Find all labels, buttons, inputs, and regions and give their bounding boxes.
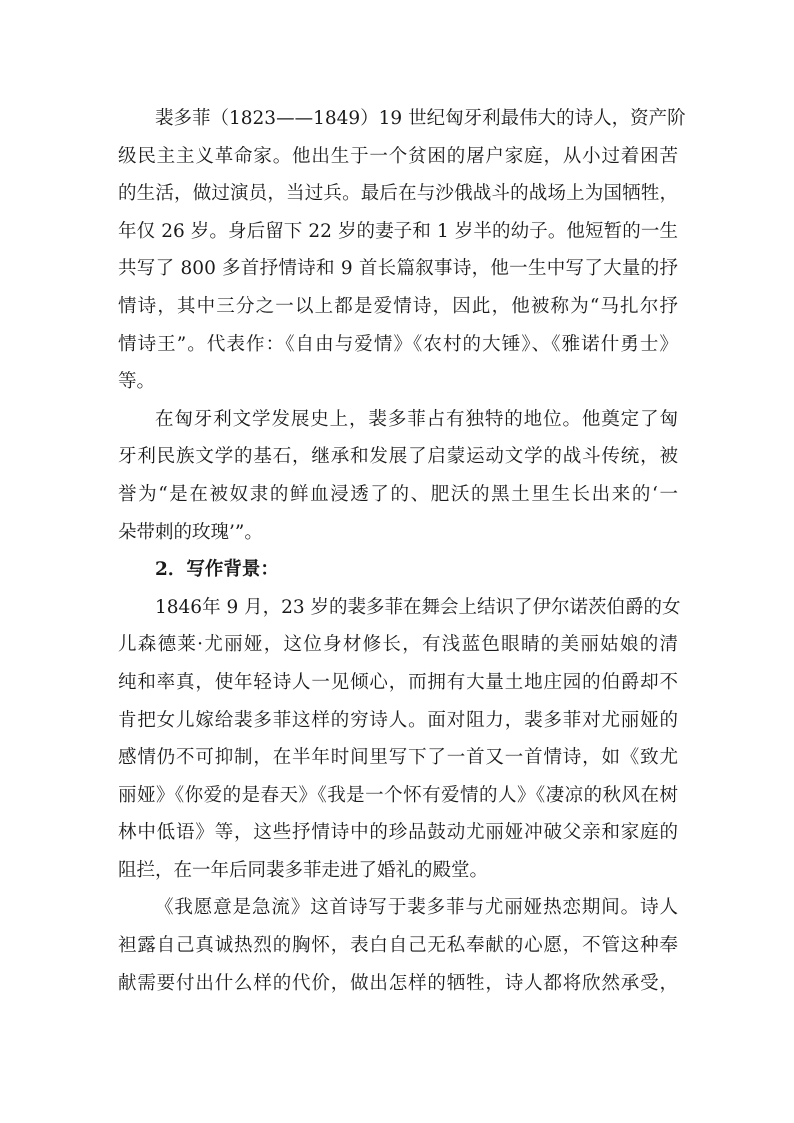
status-line-2: 牙利民族文学的基石，继承和发展了启蒙运动文学的战斗传统，被: [118, 446, 678, 468]
intro-line-1: 裴多菲（1823——1849）19 世纪匈牙利最伟大的诗人，资产阶: [155, 108, 686, 129]
poem-line-3: 献需要付出什么样的代价，做出怎样的牺牲，诗人都将欣然承受，: [118, 972, 678, 994]
poem-line-1: 《我愿意是急流》这首诗写于裴多菲与尤丽娅热恋期间。诗人: [155, 897, 678, 919]
background-line-2: 儿森德莱·尤丽娅，这位身材修长，有浅蓝色眼睛的美丽姑娘的清: [118, 634, 678, 656]
intro-line-4: 年仅 26 岁。身后留下 22 岁的妻子和 1 岁半的幼子。他短暂的一生: [118, 220, 678, 242]
poem-line-2: 袒露自己真诚热烈的胸怀，表白自己无私奉献的心愿，不管这种奉: [118, 935, 678, 957]
background-line-3: 纯和率真，使年轻诗人一见倾心，而拥有大量土地庄园的伯爵却不: [118, 671, 678, 693]
background-line-4: 肯把女儿嫁给裴多菲这样的穷诗人。面对阻力，裴多菲对尤丽娅的: [118, 709, 678, 731]
status-line-4: 朵带刺的玫瑰’”。: [118, 521, 263, 543]
background-line-7: 林中低语》等，这些抒情诗中的珍品鼓动尤丽娅冲破父亲和家庭的: [118, 822, 678, 844]
status-line-1: 在匈牙利文学发展史上，裴多菲占有独特的地位。他奠定了匈: [155, 408, 678, 430]
background-line-6: 丽娅》《你爱的是春天》《我是一个怀有爱情的人》《凄凉的秋风在树: [118, 784, 678, 806]
status-line-3: 誉为“是在被奴隶的鲜血浸透了的、肥沃的黑土里生长出来的‘一: [118, 483, 678, 505]
background-line-5: 感情仍不可抑制，在半年时间里写下了一首又一首情诗，如《致尤: [118, 747, 678, 769]
body-text: [118, 100, 686, 1002]
background-line-8: 阻拦，在一年后同裴多菲走进了婚礼的殿堂。: [118, 859, 489, 881]
section-heading: 2．写作背景：: [155, 559, 279, 581]
intro-line-2: 级民主主义革命家。他出生于一个贫困的屠户家庭，从小过着困苦: [118, 145, 678, 167]
intro-line-8: 等。: [118, 371, 156, 393]
intro-line-5: 共写了 800 多首抒情诗和 9 首长篇叙事诗，他一生中写了大量的抒: [118, 258, 678, 280]
background-line-1: 1846年 9 月，23 岁的裴多菲在舞会上结识了伊尔诺茨伯爵的女: [155, 596, 681, 618]
intro-line-7: 情诗王”。代表作：《自由与爱情》《农村的大锤》、《雅诺什勇士》: [118, 333, 678, 355]
intro-line-3: 的生活，做过演员，当过兵。最后在与沙俄战斗的战场上为国牺牲，: [118, 183, 678, 205]
intro-line-6: 情诗，其中三分之一以上都是爱情诗，因此，他被称为“马扎尔抒: [118, 295, 678, 317]
